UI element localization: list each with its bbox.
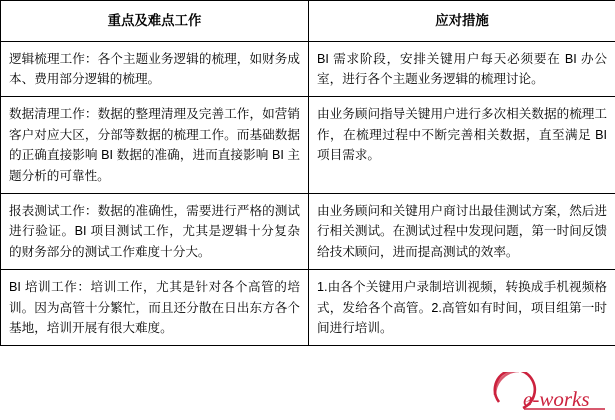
cell-text: 逻辑梳理工作：各个主题业务逻辑的梳理，如财务成本、费用部分逻辑的梳理。 [9,51,300,87]
cell-text: 由业务顾问和关键用户商讨出最佳测试方案，然后进行相关测试。在测试过程中发现问题，第一时间反馈给技术顾问，进而提高测试的效率。 [317,204,607,259]
column-header-key-difficulties: 重点及难点工作 [1,1,309,42]
table-row [1,97,615,194]
cell-measure [309,41,615,97]
eworks-watermark-logo [493,372,611,418]
cell-text: BI 需求阶段，安排关键用户每天必须要在 BI 办公室，进行各个主题业务逻辑的梳理讨论。 [317,51,607,87]
cell-difficulty [1,41,309,97]
cell-measure [309,194,615,270]
table-body [1,41,615,346]
cell-text: 数据清理工作：数据的整理清理及完善工作，如营销客户对应大区，分部等数据的梳理工作。而基础数据的正确直接影响 BI 数据的准确，进而直接影响 BI 主题分析的可靠性。 [9,107,300,183]
table-row [1,194,615,270]
cell-difficulty [1,97,309,194]
cell-text: 报表测试工作：数据的准确性，需要进行严格的测试进行验证。BI 项目测试工作，尤其是逻辑十分复杂的财务部分的测试工作难度十分大。 [9,204,300,259]
cell-difficulty [1,270,309,346]
table-row [1,41,615,97]
table-header-row [1,1,615,42]
cell-text: BI 培训工作：培训工作，尤其是针对各个高管的培训。因为高管十分繁忙，而且还分散在日出东方各个基地，培训开展有很大难度。 [9,280,300,335]
cell-text: 1.由各个关键用户录制培训视频，转换成手机视频格式，发给各个高管。2.高管如有时间，项目组第一时间进行培训。 [317,280,607,335]
table-header [1,1,615,42]
cell-measure [309,97,615,194]
watermark-brand-text: e-works [523,387,590,411]
cell-measure [309,270,615,346]
cell-text: 由业务顾问指导关键用户进行多次相关数据的梳理工作，在梳理过程中不断完善相关数据，直至满足 BI 项目需求。 [317,107,611,163]
table-row [1,270,615,346]
cell-difficulty [1,194,309,270]
column-header-countermeasures: 应对措施 [309,1,615,42]
